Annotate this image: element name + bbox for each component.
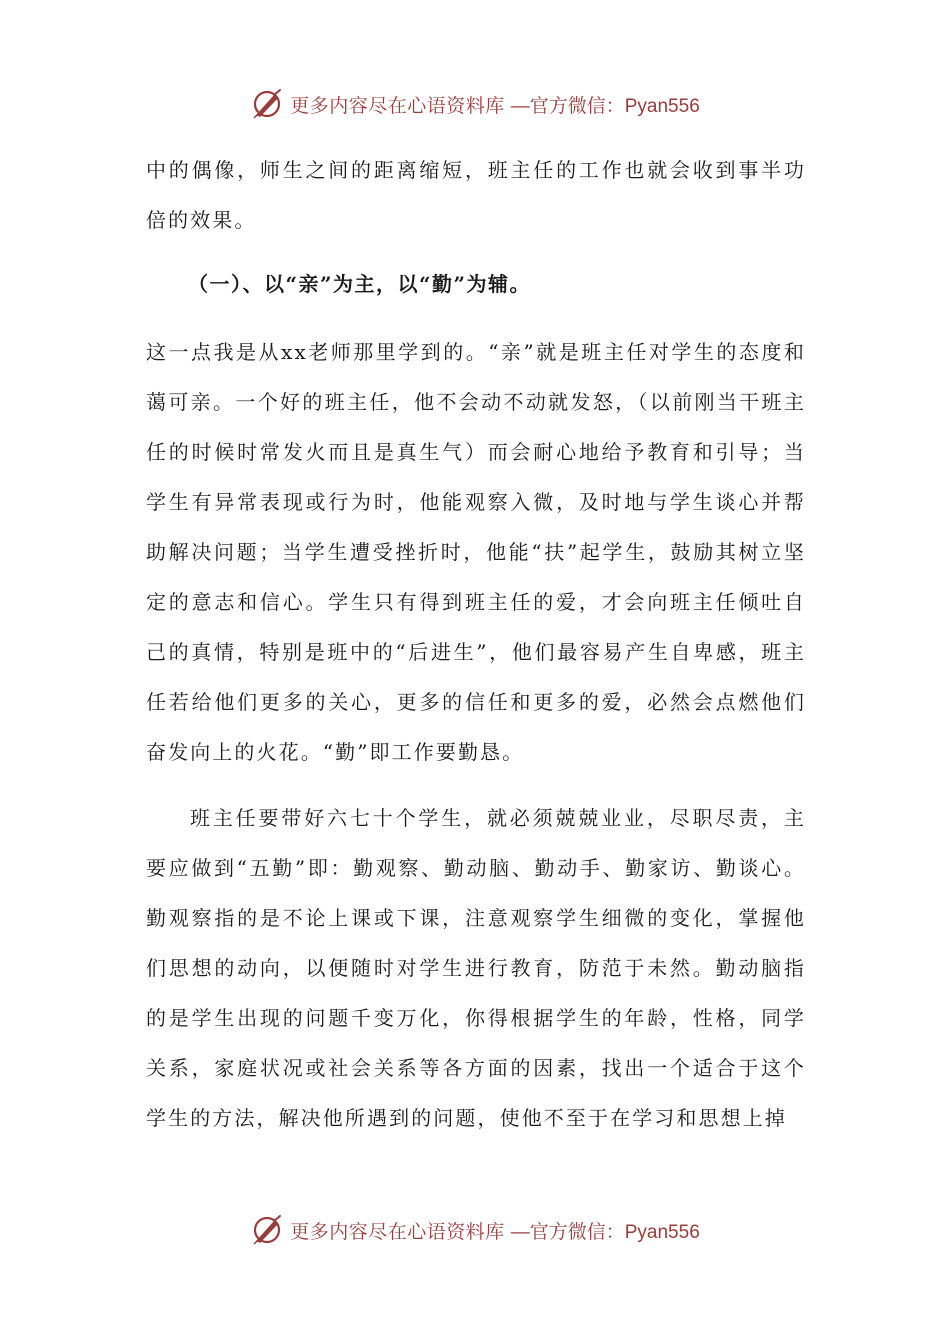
section-heading: （一）、以“亲”为主，以“勤”为辅。 xyxy=(188,272,532,296)
banner-wechat-text: —官方微信：Pyan556 xyxy=(510,1221,700,1243)
header-banner xyxy=(0,84,950,124)
banner-wechat-text: —官方微信：Pyan556 xyxy=(510,95,700,117)
paragraph-2: 这一点我是从xx老师那里学到的。“亲”就是班主任对学生的态度和蔼可亲。一个好的班主任，他不会动不动就发怒，（以前刚当干班主任的时候时常发火而且是真生气）而会耐心地给予教育和引导；当学生有异常表现或行为时，他能观察入微，及时地与学生谈心并帮助解决问题；当学生遭受挫折时，他能“扶”起学生，鼓励其树立坚定的意志和信心。学生只有得到班主任的爱，才会向班主任倾吐自己的真情，特别是班中的“后进生”，他们最容易产生自卑感，班主任若给他们更多的关心，更多的信任和更多的爱，必然会点燃他们奋发向上的火花。“勤”即工作要勤恳。 xyxy=(146,340,806,764)
banner-brand-text: 更多内容尽在心语资料库 xyxy=(290,94,505,117)
banner-brand-text: 更多内容尽在心语资料库 xyxy=(290,1220,505,1243)
footer-banner xyxy=(0,1210,950,1250)
paragraph-3: 班主任要带好六七十个学生，就必须兢兢业业，尽职尽责，主要应做到“五勤”即：勤观察、勤动脑、勤动手、勤家访、勤谈心。勤观察指的是不论上课或下课，注意观察学生细微的变化，掌握他们思想的动向，以便随时对学生进行教育，防范于未然。勤动脑指的是学生出现的问题千变万化，你得根据学生的年龄，性格，同学关系，家庭状况或社会关系等各方面的因素，找出一个适合于这个学生的方法，解决他所遇到的问题，使他不至于在学习和思想上掉 xyxy=(146,806,806,1130)
paragraph-1: 中的偶像，师生之间的距离缩短，班主任的工作也就会收到事半功倍的效果。 xyxy=(146,158,806,232)
pen-logo-icon xyxy=(250,87,284,121)
pen-logo-icon xyxy=(250,1213,284,1247)
document-body xyxy=(146,145,806,1143)
paragraph-gap xyxy=(146,777,806,793)
